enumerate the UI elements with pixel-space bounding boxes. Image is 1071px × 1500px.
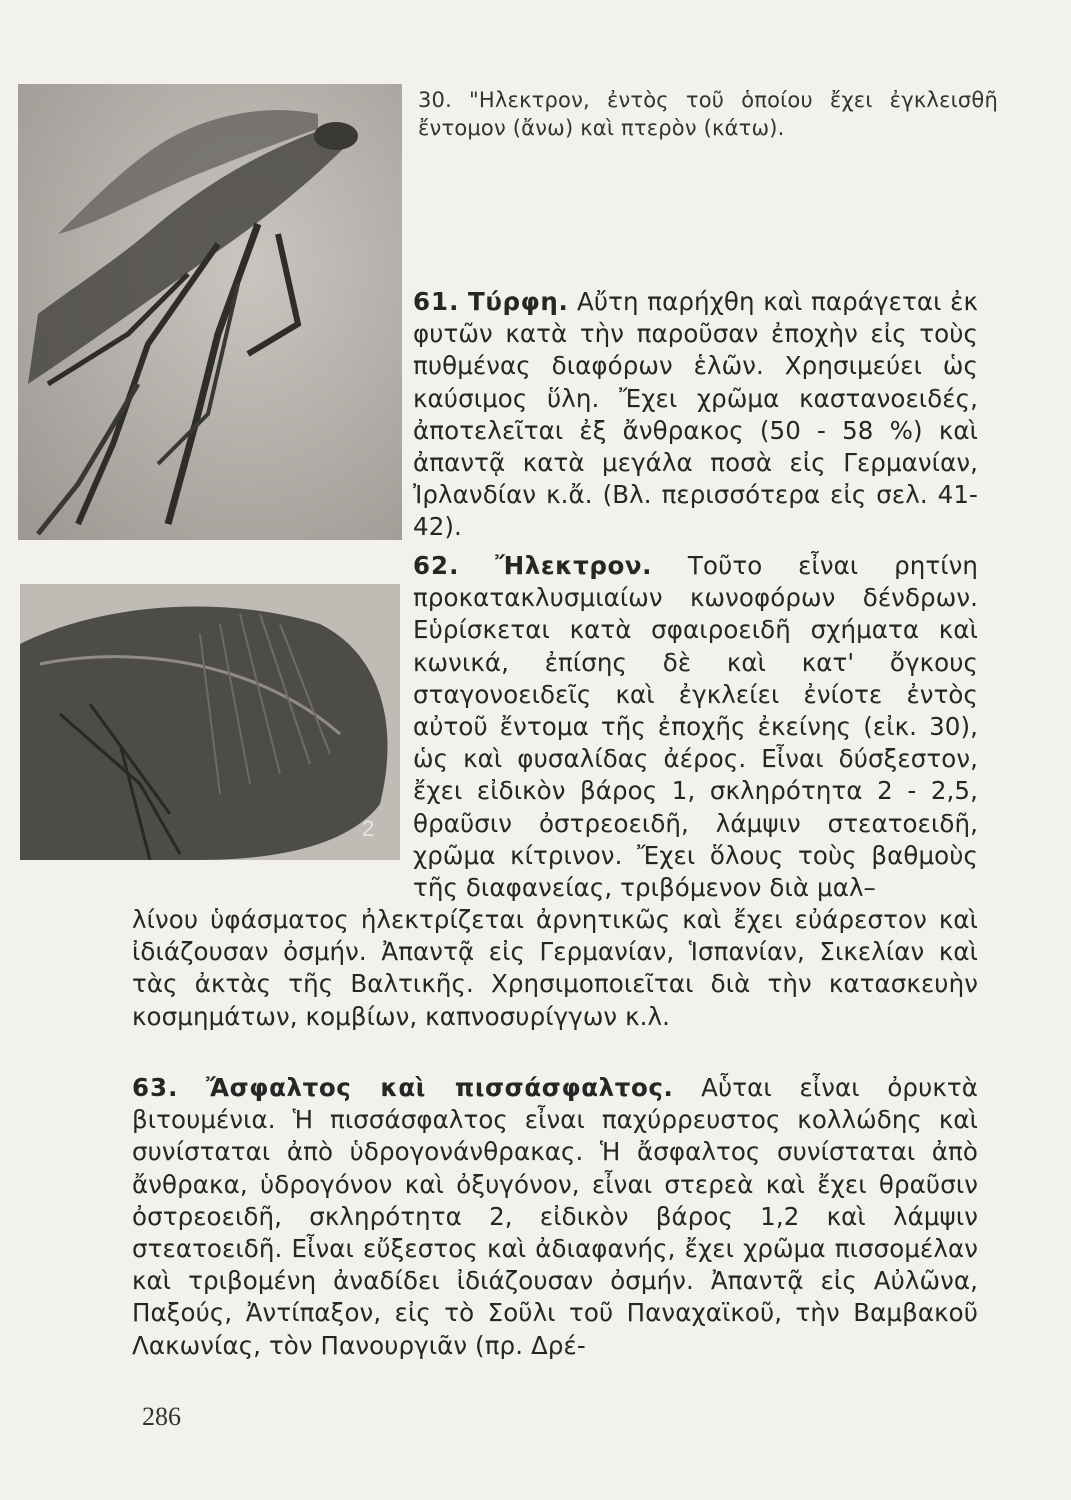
- section-62-heading: Ἤλεκτρον.: [495, 551, 653, 580]
- page-number: 286: [142, 1402, 181, 1431]
- section-61: [413, 286, 978, 544]
- section-61-heading: Τύρφη.: [468, 287, 569, 316]
- section-63-heading: Ἄσφαλτος καὶ πισσάσφαλτος.: [206, 1073, 674, 1102]
- section-62-number: 62.: [413, 551, 460, 580]
- section-62-text-continued: λίνου ὑφάσματος ἠλεκτρίζεται ἀρνητικῶς καὶ ἔχει εὐάρεστον καὶ ἰδιάζουσαν ὀσμήν. Ἀπαντᾷ εἰς Γερμανίαν, Ἱσπανίαν, Σικελίαν καὶ τὰς ἀκτὰς τῆς Βαλτικῆς. Χρησιμοποιεῖται διὰ τὴν κατασκευὴν κοσμημάτων, κομβίων, καπνοσυρίγγων κ.λ.: [132, 905, 978, 1031]
- section-61-number: 61.: [413, 287, 460, 316]
- section-61-text: Αὔτη παρήχθη καὶ παράγεται ἐκ φυτῶν κατὰ τὴν παροῦσαν ἐποχὴν εἰς τοὺς πυθμένας διαφόρων ἑλῶν. Χρησιμεύει ὡς καύσιμος ὕλη. Ἔχει χρῶμα καστανοειδές, ἀποτελεῖται ἐξ ἄνθρακος (50 - 58 %) καὶ ἀπαντᾷ κατὰ μεγάλα ποσὰ εἰς Γερμανίαν, Ἰρλανδίαν κ.ἄ. (Βλ. περισσότερα εἰς σελ. 41-42).: [413, 287, 978, 542]
- section-63-text: Αὗται εἶναι ὀρυκτὰ βιτουμένια. Ἡ πισσάσφαλτος εἶναι παχύρρευστος κολλώδης καὶ συνίσταται ἀπὸ ὑδρογονάνθρακας. Ἡ ἄσφαλτος συνίσταται ἀπὸ ἄνθρακα, ὑδρογόνον καὶ ὀξυγόνον, εἶναι στερεὰ καὶ ἔχει θραῦσιν ὀστρεοειδῆ, σκληρότητα 2, εἰδικὸν βάρος 1,2 καὶ λάμψιν στεατοειδῆ. Εἶναι εὔξεστος καὶ ἀδιαφανής, ἔχει χρῶμα πισσομέλαν καὶ τριβομένη ἀναδίδει ἰδιάζουσαν ὀσμήν. Ἀπαντᾷ εἰς Αὐλῶνα, Παξούς, Ἀντίπαξον, εἰς τὸ Σοῦλι τοῦ Παναχαϊκοῦ, τὴν Βαμβακοῦ Λακωνίας, τὸν Πανουργιᾶν (πρ. Δρέ-: [132, 1073, 978, 1360]
- photo-label: 2: [362, 816, 375, 841]
- section-63: [132, 1072, 978, 1362]
- section-62-continued: [132, 904, 978, 1033]
- amber-insect-photo: [18, 84, 402, 540]
- figure-caption: 30. "Ηλεκτρον, ἐντὸς τοῦ ὁποίου ἔχει ἐγκλεισθῆ ἔντομον (ἄνω) καὶ πτερὸν (κάτω).: [418, 88, 998, 140]
- section-63-number: 63.: [132, 1073, 179, 1102]
- section-62: [413, 550, 978, 904]
- section-62-text: Τοῦτο εἶναι ρητίνη προκατακλυσμιαίων κωνοφόρων δένδρων. Εὑρίσκεται κατὰ σφαιροειδῆ σχήματα καὶ κωνικά, ἐπίσης δὲ καὶ κατ' ὄγκους σταγονοειδεῖς καὶ ἐγκλείει ἐνίοτε ἐντὸς αὐτοῦ ἔντομα τῆς ἐποχῆς ἐκείνης (εἰκ. 30), ὡς καὶ φυσαλίδας ἀέρος. Εἶναι δύσξεστον, ἔχει εἰδικὸν βάρος 1, σκληρότητα 2 - 2,5, θραῦσιν ὀστρεοειδῆ, λάμψιν στεατοειδῆ, χρῶμα κίτρινον. Ἔχει ὅλους τοὺς βαθμοὺς τῆς διαφανείας, τριβόμενον διὰ μαλ–: [413, 551, 979, 903]
- amber-feather-photo: [20, 584, 400, 860]
